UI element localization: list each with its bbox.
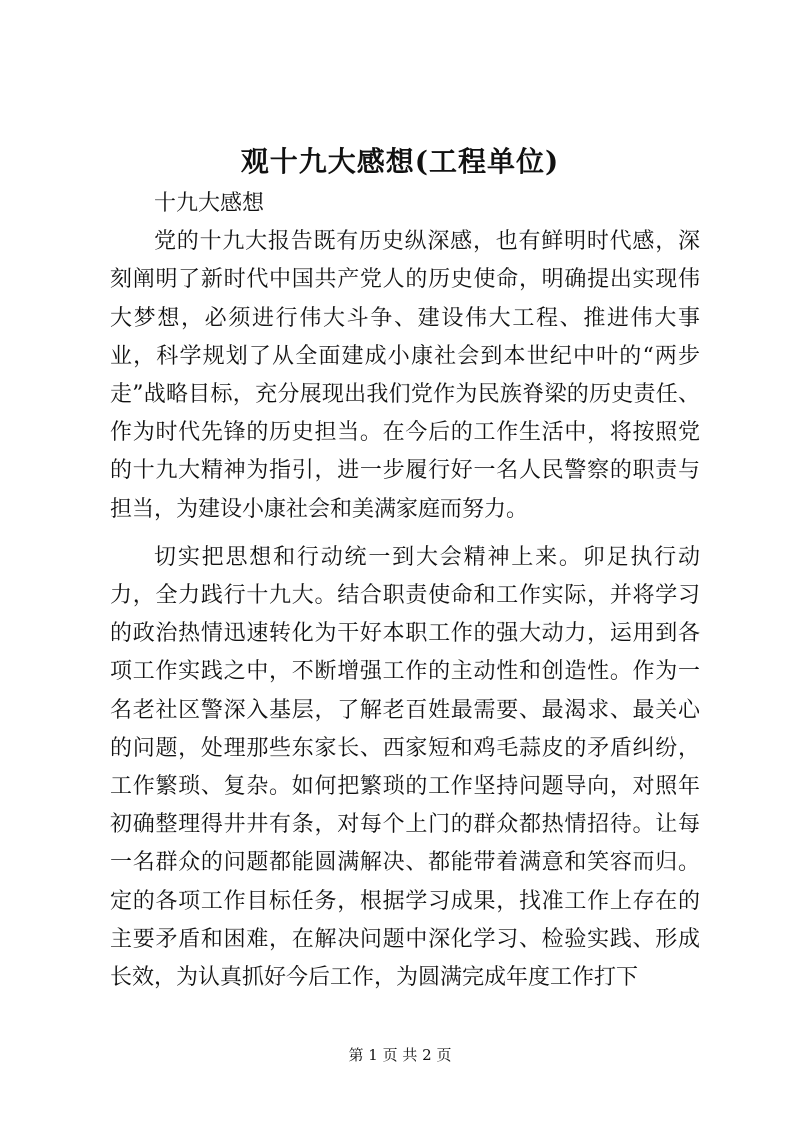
document-body <box>110 185 700 997</box>
paragraph-2: 切实把思想和行动统一到大会精神上来。卯足执行动力，全力践行十九大。结合职责使命和工作实际，并将学习的政治热情迅速转化为干好本职工作的强大动力，运用到各项工作实践之中，不断增强工作的主动性和创造性。作为一名老社区警深入基层，了解老百姓最需要、最渴求、最关心的问题，处理那些东家长、西家短和鸡毛蒜皮的矛盾纠纷，工作繁琐、复杂。如何把繁琐的工作坚持问题导向，对照年初确整理得井井有条，对每个上门的群众都热情招待。让每一名群众的问题都能圆满解决、都能带着满意和笑容而归。定的各项工作目标任务，根据学习成果，找准工作上存在的主要矛盾和困难，在解决问题中深化学习、检验实践、形成长效，为认真抓好今后工作，为圆满完成年度工作打下 <box>110 544 700 991</box>
subheading: 十九大感想 <box>154 191 265 216</box>
document-title: 观十九大感想(工程单位) <box>240 145 560 178</box>
paragraph-1: 党的十九大报告既有历史纵深感，也有鲜明时代感，深刻阐明了新时代中国共产党人的历史使命，明确提出实现伟大梦想，必须进行伟大斗争、建设伟大工程、推进伟大事业，科学规划了从全面建成小康社会到本世纪中叶的“两步走”战略目标，充分展现出我们党作为民族脊梁的历史责任、作为时代先锋的历史担当。在今后的工作生活中，将按照党的十九大精神为指引，进一步履行好一名人民警察的职责与担当，为建设小康社会和美满家庭而努力。 <box>110 229 700 522</box>
page-number-footer: 第 1 页 共 2 页 <box>348 1046 452 1064</box>
